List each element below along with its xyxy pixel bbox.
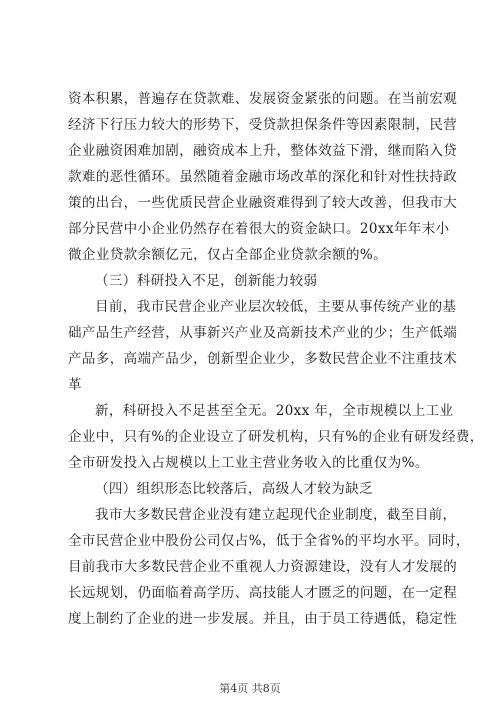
document-body: [68, 86, 484, 632]
paragraph-line: 企业融资困难加剧，融资成本上升，整体效益下滑，继而陷入贷: [68, 143, 458, 159]
paragraph-line: 础产品生产经营，从事新兴产业及高新技术产业的少；生产低端: [68, 325, 458, 341]
page-footer: 第4页 共8页: [219, 682, 281, 695]
paragraph-line: 资本积累，普遍存在贷款难、发展资金紧张的问题。在当前宏观: [68, 91, 458, 107]
paragraph-line: 革: [68, 377, 82, 393]
section-heading-4: （四）组织形态比较落后，高级人才较为缺乏: [95, 481, 373, 497]
paragraph-line: 新，科研投入不足甚至全无。20xx 年，全市规模以上工业: [95, 403, 454, 419]
paragraph-line: 度上制约了企业的进一步发展。并且，由于员工待遇低，稳定性: [68, 611, 458, 627]
paragraph-line: 全市研发投入占规模以上工业主营业务收入的比重仅为%。: [68, 455, 429, 471]
paragraph-line: 长远规划，仍面临着高学历、高技能人才匮乏的问题，在一定程: [68, 585, 458, 601]
paragraph-line: 微企业贷款余额亿元，仅占全部企业贷款余额的%。: [68, 247, 388, 263]
paragraph-line: 产品多，高端产品少，创新型企业少，多数民营企业不注重技术: [68, 351, 458, 367]
paragraph-line: 我市大多数民营企业没有建立起现代企业制度，截至目前，: [95, 507, 457, 523]
paragraph-line: 目前，我市民营企业产业层次较低，主要从事传统产业的基: [95, 299, 457, 315]
paragraph-line: 企业中，只有%的企业设立了研发机构，只有%的企业有研发经费，: [68, 429, 484, 445]
paragraph-line: 经济下行压力较大的形势下，受贷款担保条件等因素限制，民营: [68, 117, 458, 133]
section-heading-3: （三）科研投入不足，创新能力较弱: [95, 273, 318, 289]
paragraph-line: 策的出台，一些优质民营企业融资难得到了较大改善，但我市大: [68, 195, 458, 211]
paragraph-line: 款难的恶性循环。虽然随着金融市场改革的深化和针对性扶持政: [68, 169, 458, 185]
paragraph-line: 目前我市大多数民营企业不重视人力资源建设，没有人才发展的: [68, 559, 458, 575]
paragraph-line: 全市民营企业中股份公司仅占%，低于全省%的平均水平。同时，: [68, 533, 470, 549]
paragraph-line: 部分民营中小企业仍然存在着很大的资金缺口。20xx年年末小: [68, 221, 450, 237]
